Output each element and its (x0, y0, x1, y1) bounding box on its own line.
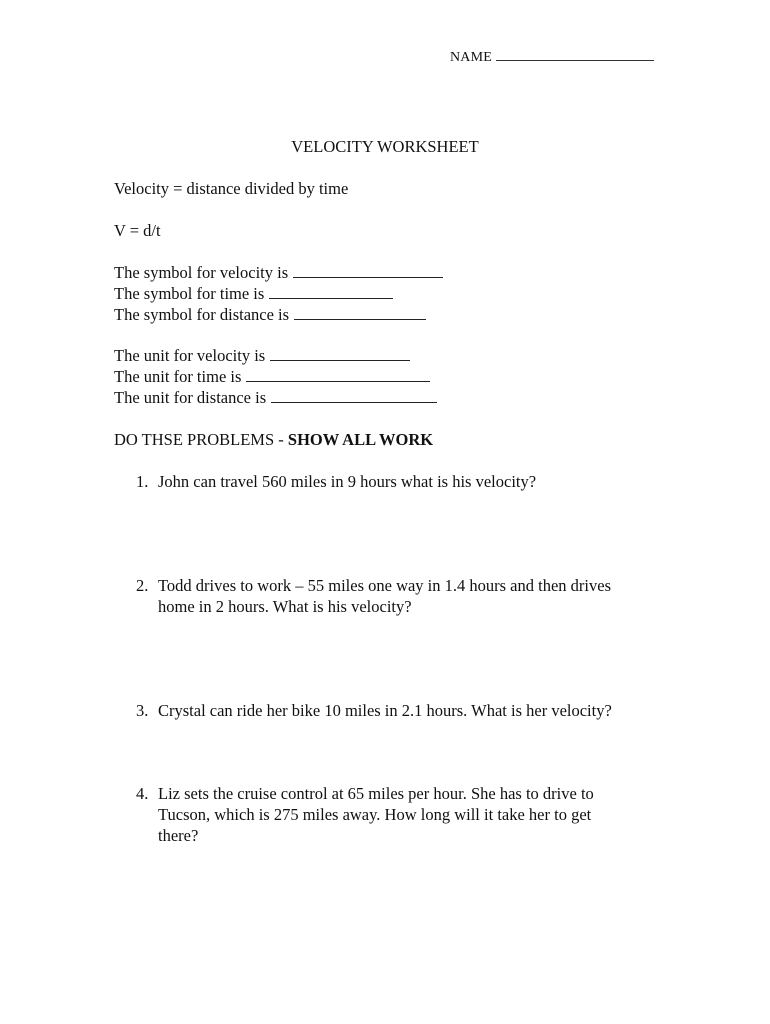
problem-1-number: 1. (136, 472, 149, 491)
instructions-emphasis: SHOW ALL WORK (287, 430, 434, 449)
unit-velocity-label: The unit for velocity is (114, 346, 266, 365)
unit-time-blank[interactable] (246, 380, 430, 382)
symbol-time-label: The symbol for time is (114, 284, 265, 303)
unit-distance-label: The unit for distance is (114, 388, 267, 407)
velocity-formula: V = d/t (114, 221, 161, 240)
unit-time-row (114, 366, 430, 387)
problem-3-line-1: Crystal can ride her bike 10 miles in 2.1 hours. What is her velocity? (158, 701, 612, 720)
problem-2-line-2: home in 2 hours. What is his velocity? (158, 597, 412, 616)
problem-4-line-3: there? (158, 826, 199, 845)
unit-velocity-blank[interactable] (270, 359, 410, 361)
instructions-prefix: DO THSE PROBLEMS - (114, 430, 288, 449)
symbol-distance-row (114, 304, 426, 325)
symbol-velocity-row (114, 262, 443, 283)
symbol-velocity-label: The symbol for velocity is (114, 263, 289, 282)
instructions-heading (114, 429, 433, 450)
problem-2-line-1: Todd drives to work – 55 miles one way in 1.4 hours and then drives (158, 576, 611, 595)
problem-4-number: 4. (136, 784, 149, 803)
symbol-time-row (114, 283, 393, 304)
unit-distance-blank[interactable] (271, 401, 437, 403)
unit-time-label: The unit for time is (114, 367, 242, 386)
unit-velocity-row (114, 345, 410, 366)
symbol-distance-label: The symbol for distance is (114, 305, 290, 324)
name-field (450, 47, 654, 68)
problem-2-number: 2. (136, 576, 149, 595)
problem-4-line-1: Liz sets the cruise control at 65 miles per hour. She has to drive to (158, 784, 594, 803)
symbol-time-blank[interactable] (269, 297, 393, 299)
velocity-definition: Velocity = distance divided by time (114, 179, 349, 198)
symbol-distance-blank[interactable] (294, 318, 426, 320)
problem-4-line-2: Tucson, which is 275 miles away. How long will it take her to get (158, 805, 592, 824)
problem-1-line-1: John can travel 560 miles in 9 hours what is his velocity? (158, 472, 537, 491)
unit-distance-row (114, 387, 437, 408)
symbol-velocity-blank[interactable] (293, 276, 443, 278)
worksheet-title: VELOCITY WORKSHEET (291, 137, 479, 156)
name-label: NAME (450, 50, 493, 65)
name-blank-line[interactable] (496, 59, 654, 61)
problem-3-number: 3. (136, 701, 149, 720)
